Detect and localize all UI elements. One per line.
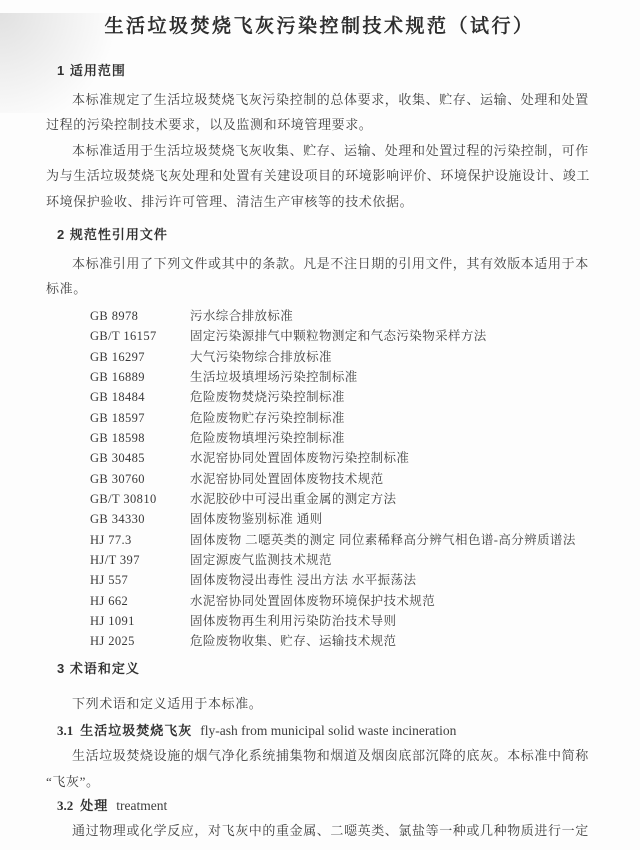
paragraph-line: “飞灰”。 xyxy=(46,773,100,789)
reference-item xyxy=(46,367,593,387)
reference-item xyxy=(46,530,593,550)
reference-title: 危险废物焚烧污染控制标准 xyxy=(190,390,345,405)
reference-title: 水泥胶砂中可浸出重金属的测定方法 xyxy=(190,491,397,506)
reference-item xyxy=(46,509,593,529)
reference-item xyxy=(46,570,593,590)
document-title: 生活垃圾焚烧飞灰污染控制技术规范（试行） xyxy=(104,16,535,37)
reference-item xyxy=(46,428,593,448)
reference-item xyxy=(46,347,593,367)
reference-code: GB 18598 xyxy=(90,430,145,445)
reference-title: 生活垃圾填埋场污染控制标准 xyxy=(190,369,358,384)
term-3-1-heading xyxy=(46,721,593,741)
reference-code: HJ 77.3 xyxy=(90,532,132,547)
reference-code: GB 30485 xyxy=(90,451,145,466)
reference-title: 大气污染物综合排放标准 xyxy=(190,349,332,364)
reference-title: 固体废物浸出毒性 浸出方法 水平振荡法 xyxy=(190,573,417,588)
reference-title: 固体废物鉴别标准 通则 xyxy=(190,512,323,527)
section-2-intro xyxy=(46,251,593,302)
reference-code: GB/T 30810 xyxy=(90,491,157,506)
reference-code: HJ 557 xyxy=(90,573,129,588)
reference-item xyxy=(46,469,593,489)
reference-item xyxy=(46,631,593,651)
paragraph-line: 为与生活垃圾焚烧飞灰处理和处置有关建设项目的环境影响评价、环境保护设施设计、竣工 xyxy=(46,168,591,184)
reference-title: 污水综合排放标准 xyxy=(190,308,294,323)
reference-title: 固定污染源排气中颗粒物测定和气态污染物采样方法 xyxy=(190,329,487,344)
reference-item xyxy=(46,591,593,611)
reference-item xyxy=(46,326,593,346)
reference-title: 水泥窑协同处置固体废物污染控制标准 xyxy=(190,451,410,466)
reference-title: 危险废物收集、贮存、运输技术规范 xyxy=(190,634,397,649)
reference-code: HJ/T 397 xyxy=(90,552,140,567)
paragraph-line: 本标准规定了生活垃圾焚烧飞灰污染控制的总体要求，收集、贮存、运输、处理和处置 xyxy=(72,92,589,107)
paragraph-line: 标准。 xyxy=(46,281,87,297)
reference-title: 固体废物再生利用污染防治技术导则 xyxy=(190,614,397,628)
reference-code: GB 30760 xyxy=(90,471,145,486)
term-number: 3.1 xyxy=(57,723,74,739)
reference-item xyxy=(46,387,593,407)
reference-code: GB 18597 xyxy=(90,410,145,425)
reference-item xyxy=(46,306,593,326)
section-2-heading: 2 规范性引用文件 xyxy=(57,227,168,243)
reference-code: GB 16889 xyxy=(90,369,145,384)
term-3-2-heading xyxy=(46,796,593,816)
section-3-heading: 3 术语和定义 xyxy=(57,660,140,676)
reference-item xyxy=(46,611,593,631)
reference-code: HJ 1091 xyxy=(90,614,135,628)
paragraph-line: 通过物理或化学反应，对飞灰中的重金属、二噁英类、氯盐等一种或几种物质进行一定 xyxy=(72,822,589,838)
term-name-en: treatment xyxy=(116,797,168,813)
reference-code: GB 16297 xyxy=(90,349,145,364)
term-name-zh: 处理 xyxy=(80,797,109,813)
paragraph-line: 过程的污染控制技术要求，以及监测和环境管理要求。 xyxy=(46,117,373,133)
document-page xyxy=(0,13,640,843)
term-name-zh: 生活垃圾焚烧飞灰 xyxy=(80,723,193,739)
paragraph-line: 本标准适用于生活垃圾焚烧飞灰收集、贮存、运输、处理和处置过程的污染控制，可作 xyxy=(72,142,589,158)
term-number: 3.2 xyxy=(57,797,74,813)
reference-code: GB 8978 xyxy=(90,308,139,323)
reference-title: 固定源废气监测技术规范 xyxy=(190,552,332,567)
reference-code: GB 18484 xyxy=(90,390,145,405)
reference-item xyxy=(46,408,593,428)
term-name-en: fly-ash from municipal solid waste incineration xyxy=(200,723,457,739)
paragraph-line: 生活垃圾焚烧设施的烟气净化系统捕集物和烟道及烟囱底部沉降的底灰。本标准中简称 xyxy=(72,748,589,764)
term-3-2-definition xyxy=(46,818,593,843)
reference-title: 危险废物贮存污染控制标准 xyxy=(190,410,345,425)
reference-item xyxy=(46,448,593,468)
reference-title: 水泥窑协同处置固体废物环境保护技术规范 xyxy=(190,593,436,608)
section-1-heading: 1 适用范围 xyxy=(57,63,126,78)
reference-code: GB 34330 xyxy=(90,512,145,527)
scanned-document-page xyxy=(0,13,640,850)
reference-title: 危险废物填埋污染控制标准 xyxy=(190,430,345,445)
reference-code: GB/T 16157 xyxy=(90,329,157,344)
reference-code: HJ 2025 xyxy=(90,634,135,649)
reference-title: 水泥窑协同处置固体废物技术规范 xyxy=(190,471,384,486)
reference-code: HJ 662 xyxy=(90,593,129,608)
reference-title: 固体废物 二噁英类的测定 同位素稀释高分辨气相色谱-高分辨质谱法 xyxy=(190,532,576,547)
section-1-body xyxy=(46,87,593,214)
reference-item xyxy=(46,489,593,509)
section-3-intro xyxy=(46,691,593,716)
reference-item xyxy=(46,550,593,570)
term-3-1-definition xyxy=(46,743,593,794)
normative-references-list xyxy=(46,306,593,652)
paragraph-line: 环境保护验收、排污许可管理、清洁生产审核等的技术依据。 xyxy=(46,193,414,209)
paragraph-line: 下列术语和定义适用于本标准。 xyxy=(72,695,263,711)
paragraph-line: 本标准引用了下列文件或其中的条款。凡是不注日期的引用文件，其有效版本适用于本 xyxy=(72,256,589,272)
